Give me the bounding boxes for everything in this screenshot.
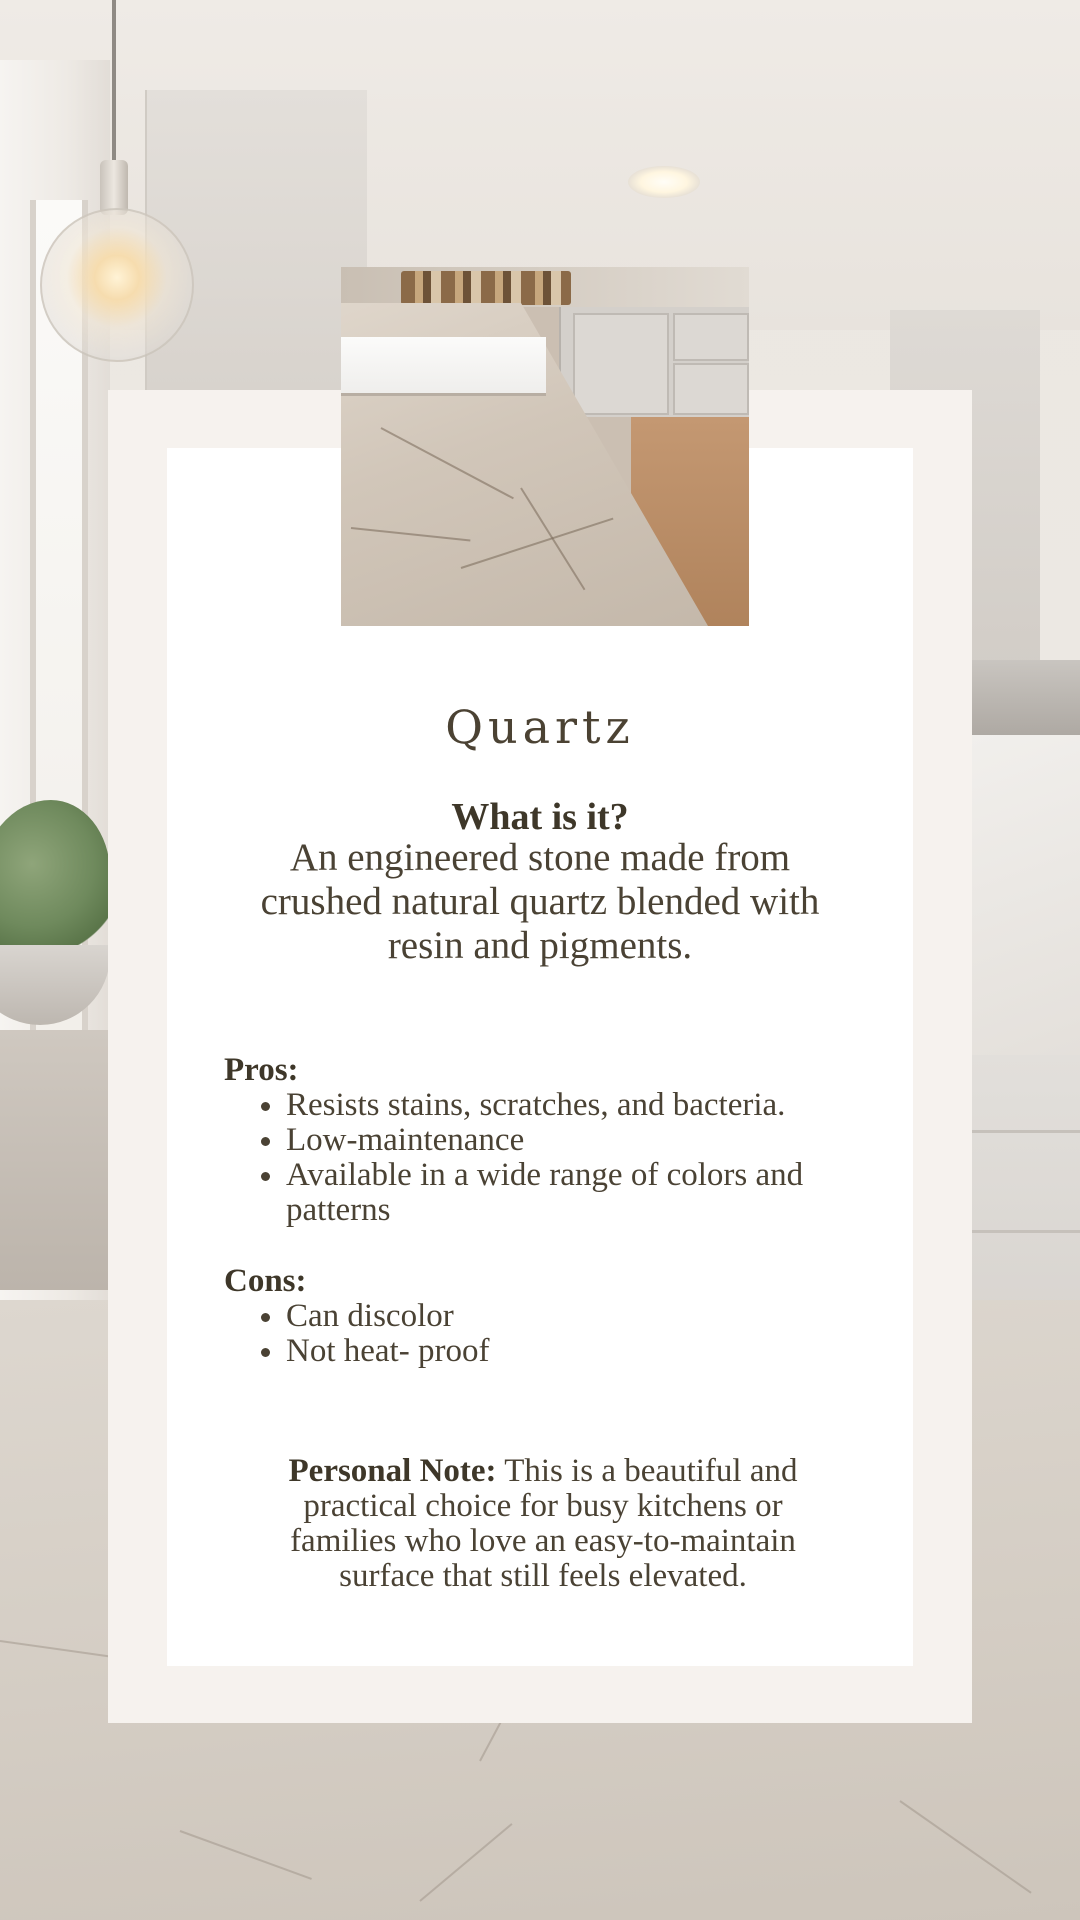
photo-canisters xyxy=(401,271,571,305)
pendant-bulb xyxy=(40,208,194,362)
photo-sink xyxy=(341,337,546,396)
pros-list-item: • Low-maintenance xyxy=(286,1123,864,1158)
drawer-divider xyxy=(970,1130,1080,1133)
card-title: Quartz xyxy=(445,700,635,754)
photo-cabinet-door xyxy=(573,313,669,415)
pros-heading: Pros: xyxy=(224,1052,299,1088)
what-is-it-description: An engineered stone made from crushed natural quartz blended with resin and pigments. xyxy=(260,836,820,967)
quartz-countertop-photo xyxy=(341,267,749,626)
personal-note-text: This is a beautiful and practical choice for busy kitchens or families who love an easy-to-maintain surface that still feels elevated. xyxy=(290,1453,798,1594)
cons-heading: Cons: xyxy=(224,1263,307,1299)
cons-list-item: • Not heat- proof xyxy=(286,1334,864,1369)
pros-list-item: • Resists stains, scratches, and bacteria. xyxy=(286,1088,864,1123)
recessed-ceiling-light xyxy=(628,166,700,198)
window-ledge xyxy=(0,1030,110,1290)
personal-note xyxy=(248,1454,838,1594)
pros-list xyxy=(224,1088,864,1228)
personal-note-label: Personal Note: xyxy=(288,1453,497,1489)
pendant-socket xyxy=(100,160,128,215)
drawer-divider xyxy=(970,1230,1080,1233)
pros-list-item: • Available in a wide range of colors and patterns xyxy=(286,1158,864,1228)
photo-drawer xyxy=(673,313,749,361)
photo-drawer xyxy=(673,363,749,415)
cons-list xyxy=(224,1299,864,1369)
backsplash xyxy=(970,735,1080,1055)
photo-cabinets xyxy=(559,307,749,417)
cons-list-item: • Can discolor xyxy=(286,1299,864,1334)
what-is-it-heading: What is it? xyxy=(451,796,629,838)
pendant-cord xyxy=(112,0,116,170)
cons-section xyxy=(224,1264,864,1369)
pros-section xyxy=(224,1053,864,1228)
